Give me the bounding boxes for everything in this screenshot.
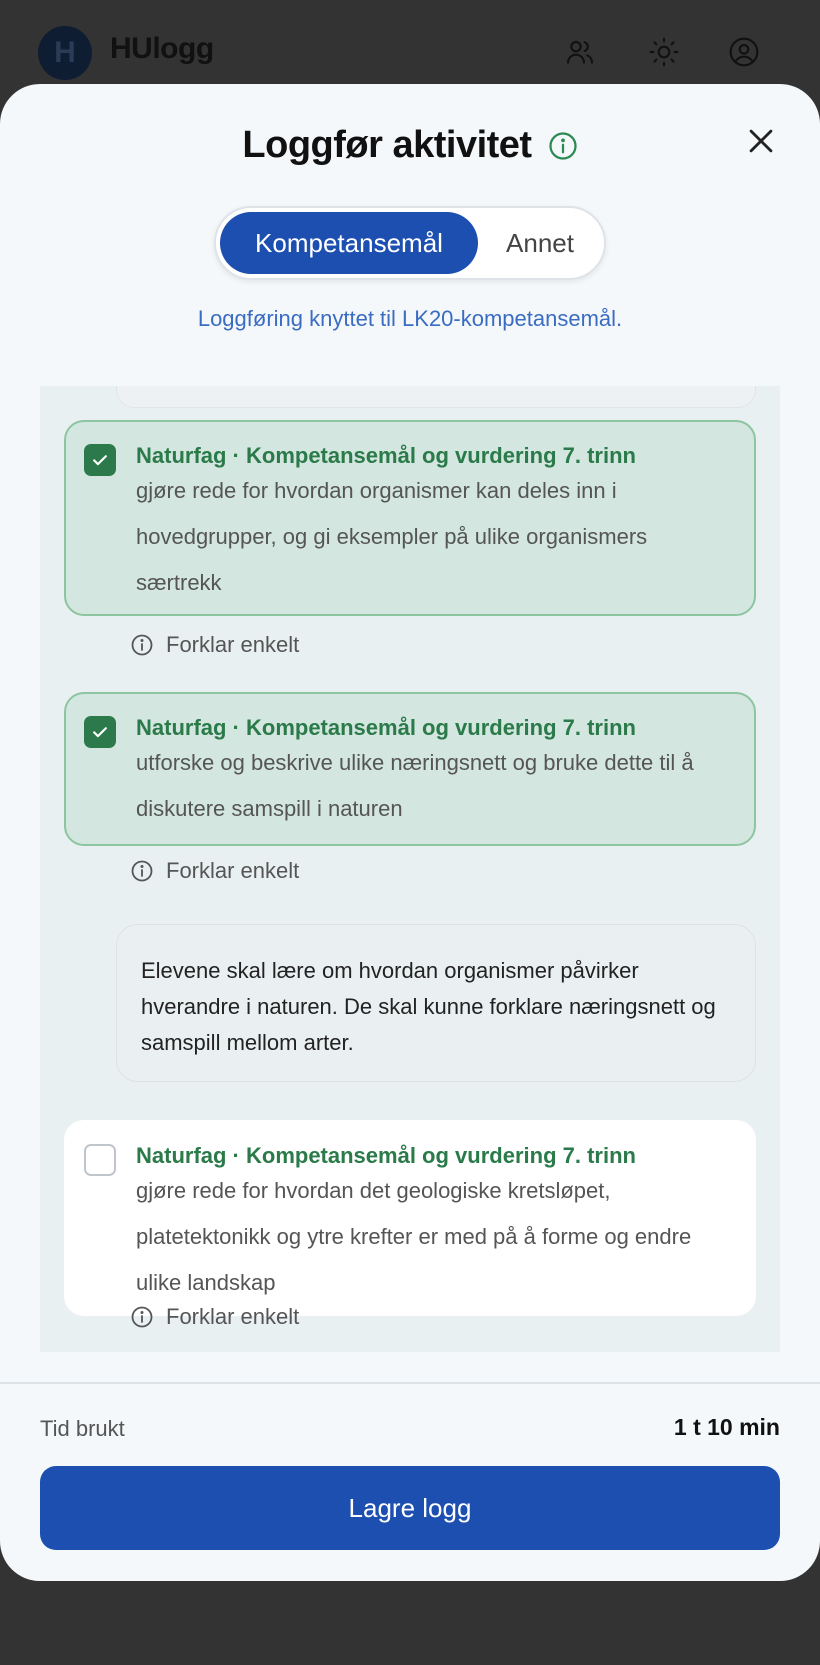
goal-subject: Naturfag · Kompetansemål og vurdering 7. trinn [136,443,636,468]
app-logo[interactable]: H [38,26,92,80]
explain-button[interactable] [130,1304,299,1330]
explain-label: Forklar enkelt [166,858,300,883]
explain-label: Forklar enkelt [166,632,300,657]
mode-toggle [214,206,606,280]
goal-checkbox[interactable] [84,444,116,476]
explain-button[interactable] [130,858,299,884]
previous-explanation-box [116,386,756,408]
modal-subtitle: Loggføring knyttet til LK20-kompetansemål. [197,306,623,331]
explain-button[interactable] [130,632,299,658]
goal-card[interactable] [64,1120,756,1316]
explanation-box: Elevene skal lære om hvordan organismer påvirker hverandre i naturen. De skal kunne forklare næringsnett og samspill mellom arter. [116,924,756,1082]
sun-icon[interactable] [648,36,680,68]
save-log-button[interactable]: Lagre logg [40,1466,780,1550]
time-spent-value[interactable]: 1 t 10 min [673,1414,780,1440]
goal-text: gjøre rede for hvordan det geologiske kretsløpet, platetektonikk og ytre krefter er med på å forme og endre ulike landskap [136,1178,692,1295]
goal-text: utforske og beskrive ulike næringsnett og bruke dette til å diskutere samspill i naturen [136,750,694,821]
goal-card[interactable] [64,420,756,616]
footer-divider [0,1382,820,1384]
goal-subject: Naturfag · Kompetansemål og vurdering 7. trinn [136,1143,636,1168]
app-title: HUlogg [110,32,214,65]
time-spent-label: Tid brukt [40,1416,125,1441]
goal-card[interactable] [64,692,756,846]
info-icon[interactable] [548,131,578,161]
goal-checkbox[interactable] [84,716,116,748]
close-icon[interactable] [744,124,778,158]
goal-text: gjøre rede for hvordan organismer kan deles inn i hovedgrupper, og gi eksempler på ulike organismers særtrekk [136,478,648,595]
account-icon[interactable] [728,36,760,68]
modal-title: Loggfør aktivitet [242,124,532,166]
goals-list[interactable] [40,386,780,1352]
explain-label: Forklar enkelt [166,1304,300,1329]
goal-checkbox[interactable] [84,1144,116,1176]
tab-kompetansemal[interactable]: Kompetansemål [220,212,478,274]
log-activity-modal [0,84,820,1581]
tab-annet[interactable]: Annet [506,227,574,258]
goal-subject: Naturfag · Kompetansemål og vurdering 7. trinn [136,715,636,740]
users-icon[interactable] [564,36,596,68]
